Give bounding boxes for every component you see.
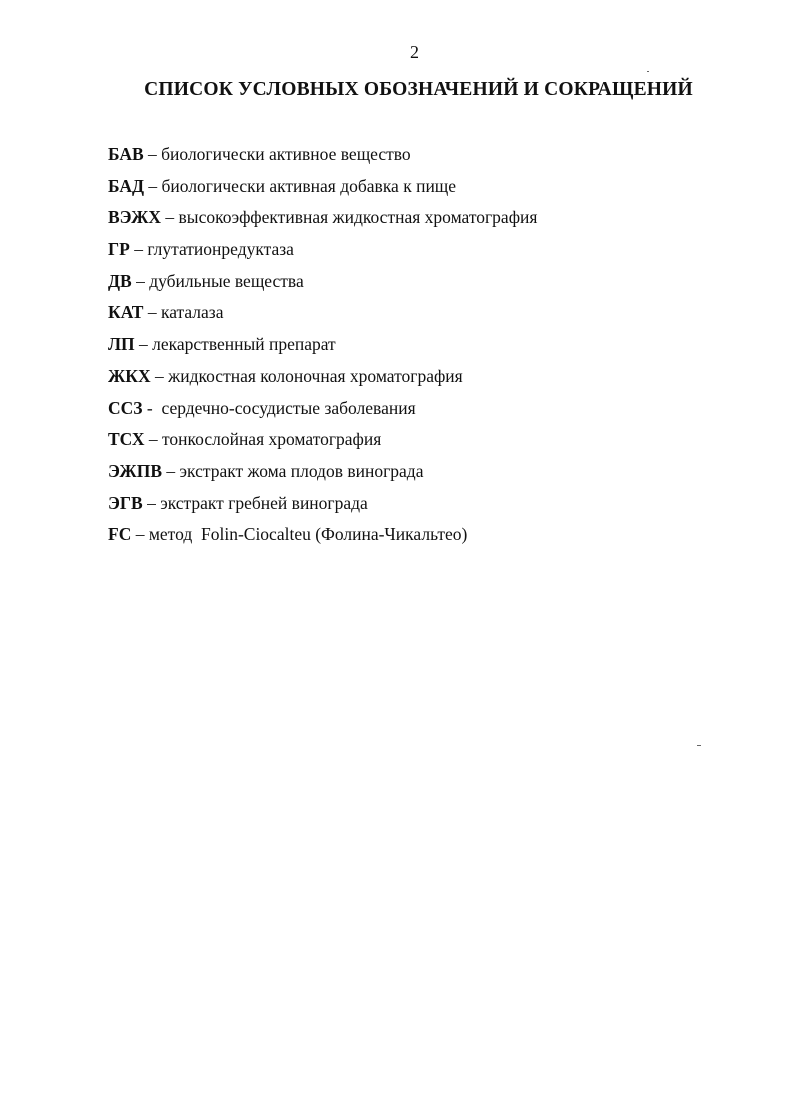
abbreviation-term: ГР <box>108 239 130 260</box>
separator-dash: – <box>144 175 162 196</box>
abbreviation-term: FC <box>108 524 132 545</box>
abbreviation-term: ВЭЖХ <box>108 207 162 228</box>
abbreviation-definition: экстракт жома плодов винограда <box>179 460 424 481</box>
list-item <box>108 300 537 332</box>
list-item <box>108 142 537 174</box>
abbreviation-term: ЖКХ <box>108 365 151 386</box>
abbreviation-definition: биологически активное вещество <box>161 144 411 164</box>
separator-dash: – <box>131 270 150 291</box>
separator-dash: – <box>150 365 169 386</box>
abbreviation-term: ЭЖПВ <box>108 460 163 481</box>
abbreviation-definition: лекарственный препарат <box>152 334 336 355</box>
abbreviation-term: ДВ <box>108 270 132 291</box>
separator-dash: – <box>161 207 179 228</box>
separator-dash: – <box>162 460 180 481</box>
list-item <box>108 269 537 301</box>
separator-dash: – <box>143 302 161 323</box>
abbreviation-term: КАТ <box>108 302 144 323</box>
list-item <box>108 237 537 269</box>
list-item <box>108 522 537 554</box>
abbreviation-definition: глутатионредуктаза <box>147 239 294 260</box>
abbreviation-definition: дубильные вещества <box>149 270 304 291</box>
scan-speck <box>647 71 649 72</box>
separator-dash: – <box>144 429 162 450</box>
list-item <box>108 427 537 459</box>
page-title: СПИСОК УСЛОВНЫХ ОБОЗНАЧЕНИЙ И СОКРАЩЕНИЙ <box>144 79 693 100</box>
separator-dash: – <box>143 144 162 164</box>
abbreviation-term: ЛП <box>108 334 135 355</box>
abbreviation-definition: жидкостная колоночная хроматография <box>168 365 463 386</box>
abbreviation-definition: метод Folin-Ciocalteu (Фолина-Чикальтео) <box>148 524 468 545</box>
list-item <box>108 459 537 491</box>
abbreviation-definition: тонкослойная хроматография <box>162 429 382 450</box>
abbreviation-term: ССЗ <box>108 397 143 418</box>
abbreviation-term: БАД <box>108 175 145 196</box>
separator-dash: – <box>131 524 149 545</box>
page-number: 2 <box>410 42 419 62</box>
list-item <box>108 174 537 206</box>
abbreviation-definition: каталаза <box>160 302 224 323</box>
list-item <box>108 396 537 428</box>
list-item <box>108 491 537 523</box>
abbreviation-term: БАВ <box>108 144 144 164</box>
abbreviation-term: ЭГВ <box>108 492 143 513</box>
list-item <box>108 364 537 396</box>
abbreviation-list <box>108 142 537 554</box>
abbreviation-definition: сердечно-сосудистые заболевания <box>161 397 416 418</box>
abbreviation-definition: биологически активная добавка к пище <box>161 175 457 196</box>
separator-dash: – <box>129 239 148 260</box>
scan-speck <box>697 745 701 746</box>
abbreviation-definition: высокоэффективная жидкостная хроматография <box>178 207 538 228</box>
list-item <box>108 332 537 364</box>
abbreviation-term: ТСХ <box>108 429 145 450</box>
list-item <box>108 205 537 237</box>
separator-dash: - <box>142 397 162 418</box>
separator-dash: – <box>142 492 161 513</box>
separator-dash: – <box>134 334 153 355</box>
abbreviation-definition: экстракт гребней винограда <box>160 492 368 513</box>
